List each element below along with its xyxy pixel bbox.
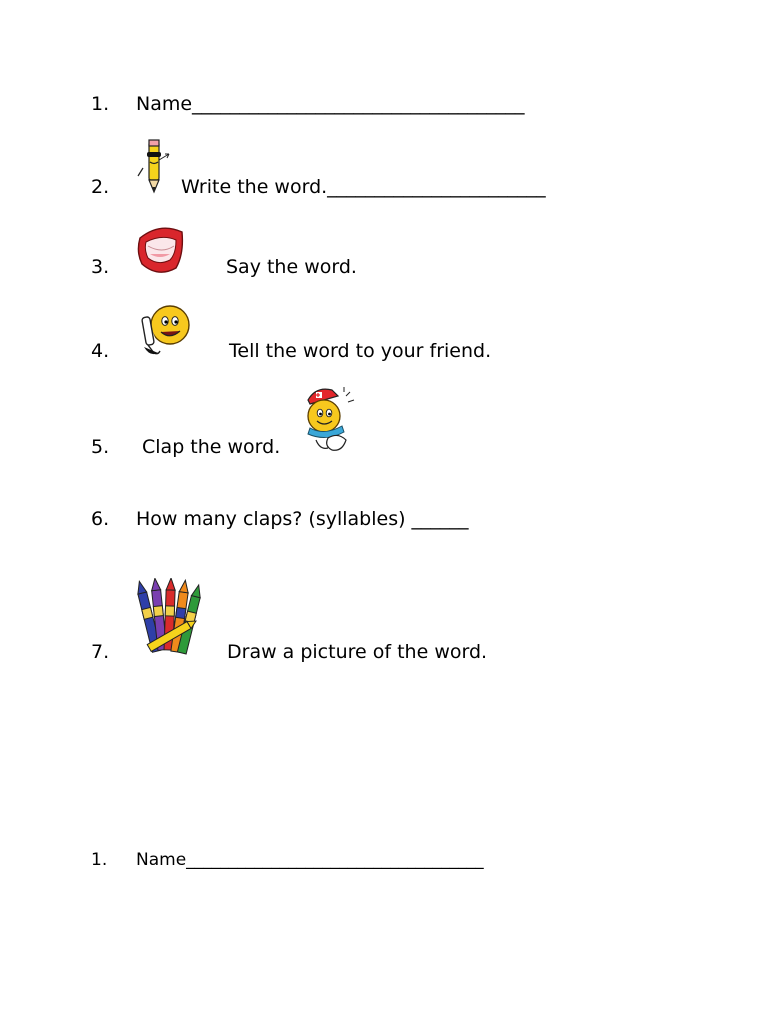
- item-6-number: 6.: [91, 508, 110, 530]
- item-1-number: 1.: [91, 93, 110, 115]
- repeat-name-field-label: Name___________________________________: [136, 850, 484, 870]
- say-word-label: Say the word.: [226, 256, 357, 278]
- smiley-phone-icon: [136, 301, 194, 359]
- clap-word-label: Clap the word.: [142, 436, 281, 458]
- draw-picture-label: Draw a picture of the word.: [227, 641, 488, 663]
- mouth-icon: [136, 224, 186, 276]
- write-word-label: Write the word._______________________: [181, 176, 546, 198]
- item-5-number: 5.: [91, 436, 110, 458]
- claps-question-label: How many claps? (syllables) ______: [136, 508, 469, 530]
- name-field-label: Name___________________________________: [136, 93, 525, 115]
- tell-friend-label: Tell the word to your friend.: [229, 340, 492, 362]
- smiley-clapping-icon: [302, 386, 360, 456]
- item-7-number: 7.: [91, 641, 110, 663]
- crayons-icon: [136, 578, 202, 662]
- item-2-number: 2.: [91, 176, 110, 198]
- repeat-item-1-number: 1.: [91, 850, 108, 870]
- item-4-number: 4.: [91, 340, 110, 362]
- pencil-icon: [134, 138, 180, 196]
- item-3-number: 3.: [91, 256, 110, 278]
